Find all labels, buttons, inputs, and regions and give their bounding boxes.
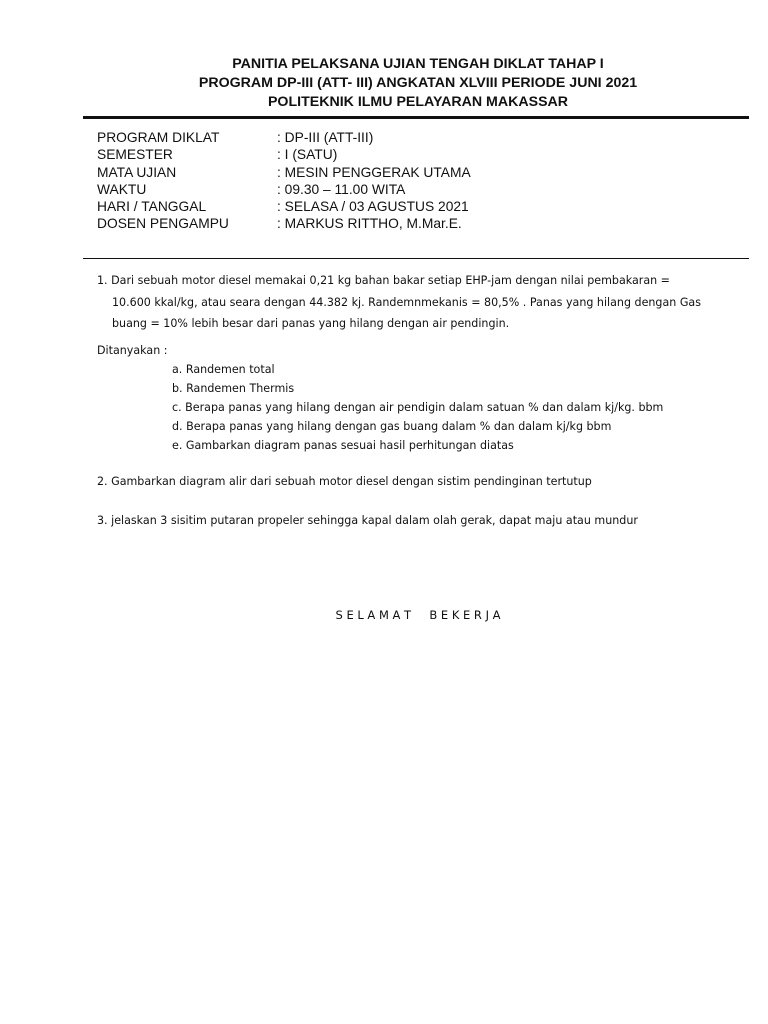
subquestion-list xyxy=(97,360,737,455)
subquestion-d: d. Berapa panas yang hilang dengan gas buang dalam % dan dalam kj/kg bbm xyxy=(172,419,612,433)
info-value: : SELASA / 03 AGUSTUS 2021 xyxy=(277,199,469,215)
info-label: SEMESTER xyxy=(97,147,173,163)
header-divider xyxy=(83,116,749,119)
info-label: WAKTU xyxy=(97,181,147,197)
subquestion-a: a. Randemen total xyxy=(172,362,275,376)
exam-info-table xyxy=(97,129,471,233)
header-line-3: POLITEKNIK ILMU PELAYARAN MAKASSAR xyxy=(267,94,569,110)
info-label: DOSEN PENGAMPU xyxy=(97,216,229,232)
info-row-program xyxy=(97,129,471,146)
info-label: HARI / TANGGAL xyxy=(97,199,207,215)
closing-text xyxy=(0,608,768,622)
info-row-semester xyxy=(97,146,471,163)
subquestion-b: b. Randemen Thermis xyxy=(172,381,295,395)
info-value: : MARKUS RITTHO, M.Mar.E. xyxy=(277,216,462,232)
info-row-subject xyxy=(97,164,471,181)
info-row-time xyxy=(97,181,471,198)
question-1-line-1: 1. Dari sebuah motor diesel memakai 0,21 kg bahan bakar setiap EHP-jam dengan nilai pembakaran = xyxy=(97,274,670,287)
exam-questions xyxy=(97,270,737,530)
question-2: 2. Gambarkan diagram alir dari sebuah motor diesel dengan sistim pendinginan tertutup xyxy=(97,474,592,488)
info-label: MATA UJIAN xyxy=(97,164,177,180)
subquestion-c: c. Berapa panas yang hilang dengan air pendigin dalam satuan % dan dalam kj/kg. bbm xyxy=(172,400,664,414)
closing-message: S E L A M A T B E K E R J A xyxy=(335,608,501,622)
info-value: : MESIN PENGGERAK UTAMA xyxy=(277,164,471,180)
asked-label: Ditanyakan : xyxy=(97,343,168,357)
info-divider xyxy=(83,258,749,259)
question-1-line-3: buang = 10% lebih besar dari panas yang hilang dengan air pendingin. xyxy=(112,317,510,330)
info-value: : DP-III (ATT-III) xyxy=(277,130,374,145)
info-label: PROGRAM DIKLAT xyxy=(97,130,220,145)
info-value: : 09.30 – 11.00 WITA xyxy=(277,181,406,197)
info-value: : I (SATU) xyxy=(277,147,338,163)
question-1-line-2: 10.600 kkal/kg, atau seara dengan 44.382 kj. Randemnmekanis = 80,5% . Panas yang hilang dengan Gas xyxy=(112,295,701,309)
info-row-date xyxy=(97,198,471,215)
header-line-2: PROGRAM DP-III (ATT- III) ANGKATAN XLVIII PERIODE JUNI 2021 xyxy=(198,75,638,91)
question-3: 3. jelaskan 3 sisitim putaran propeler sehingga kapal dalam olah gerak, dapat maju atau mundur xyxy=(97,513,638,527)
header-line-1: PANITIA PELAKSANA UJIAN TENGAH DIKLAT TAHAP I xyxy=(232,56,604,72)
subquestion-e: e. Gambarkan diagram panas sesuai hasil perhitungan diatas xyxy=(172,438,514,452)
exam-header xyxy=(0,55,768,112)
info-row-lecturer xyxy=(97,215,471,232)
question-1 xyxy=(97,270,737,335)
